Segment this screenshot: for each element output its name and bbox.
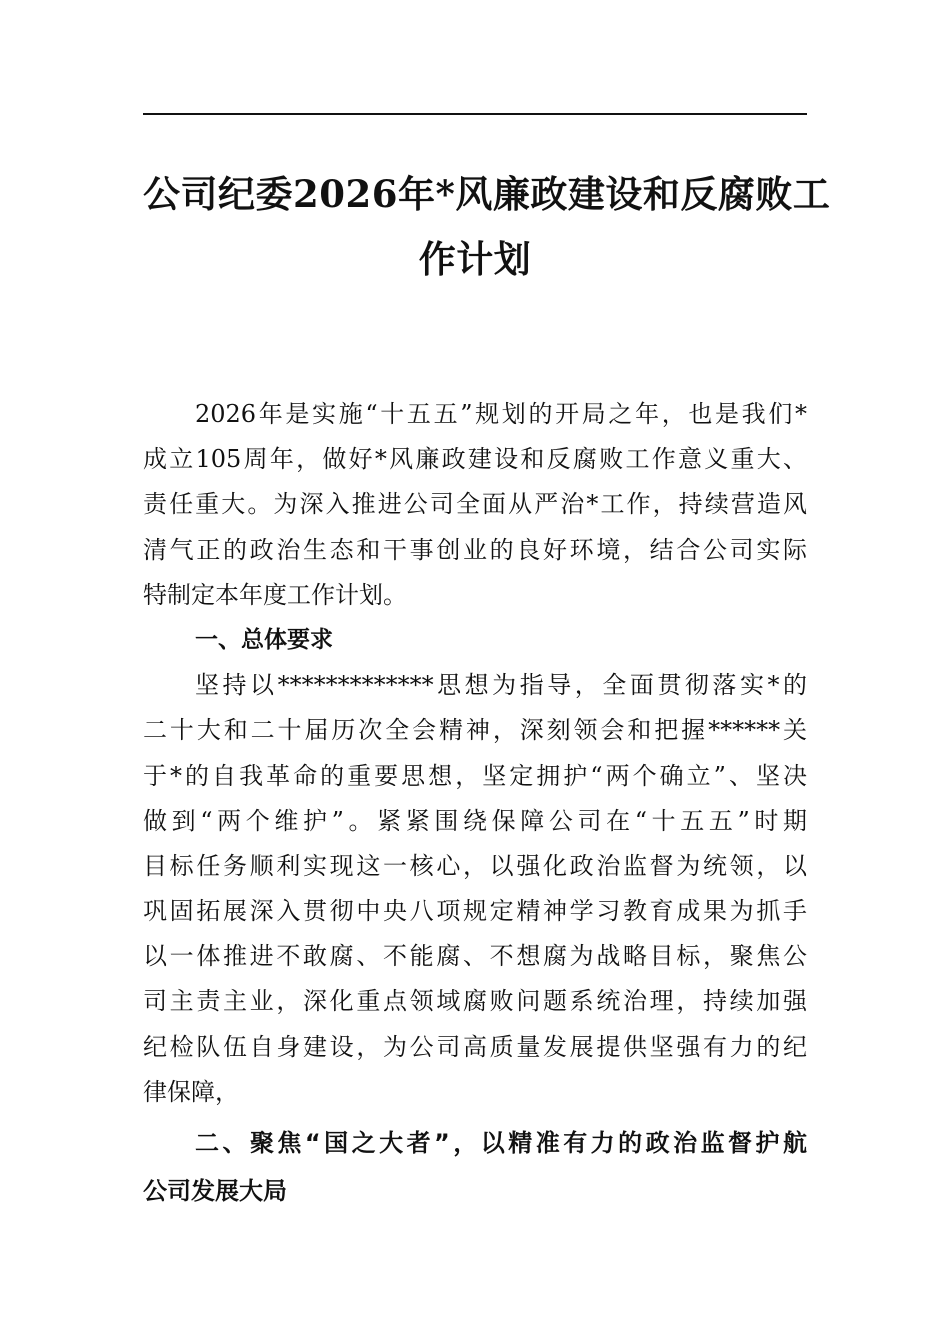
section-1-heading: 一、总体要求 <box>195 626 333 653</box>
intro-line: 特制定本年度工作计划。 <box>143 580 407 609</box>
document-body <box>143 392 807 1215</box>
intro-line: 2026年是实施“十五五”规划的开局之年，也是我们* <box>195 400 807 428</box>
header-rule <box>143 113 807 115</box>
intro-paragraph <box>143 392 807 618</box>
section-1-line: 二十大和二十届历次全会精神，深刻领会和把握******关 <box>143 716 807 745</box>
section-1-line: 做到“两个维护”。紧紧围绕保障公司在“十五五”时期 <box>143 806 807 835</box>
section-1-line: 律保障， <box>143 1077 239 1106</box>
section-1-line: 以一体推进不敢腐、不能腐、不想腐为战略目标，聚焦公 <box>143 942 807 971</box>
section-1-line: 坚持以*************思想为指导，全面贯彻落实*的 <box>195 671 807 700</box>
intro-line: 清气正的政治生态和干事创业的良好环境，结合公司实际 <box>143 535 807 564</box>
section-1-line: 目标任务顺利实现这一核心，以强化政治监督为统领，以 <box>143 851 807 880</box>
section-1-paragraph <box>143 663 807 1115</box>
intro-line: 责任重大。为深入推进公司全面从严治*工作，持续营造风 <box>143 490 807 519</box>
section-1-line: 于*的自我革命的重要思想，坚定拥护“两个确立”、坚决 <box>143 761 807 790</box>
section-2-heading-line: 公司发展大局 <box>143 1177 287 1205</box>
section-2-heading <box>143 1119 807 1215</box>
section-1-line: 纪检队伍自身建设，为公司高质量发展提供坚强有力的纪 <box>143 1032 807 1061</box>
title-line-2: 作计划 <box>418 237 532 281</box>
section-2-heading-line: 二、聚焦“国之大者”，以精准有力的政治监督护航 <box>195 1129 807 1157</box>
intro-line: 成立105周年，做好*风廉政建设和反腐败工作意义重大、 <box>143 445 807 474</box>
document-title <box>143 162 831 292</box>
section-1-line: 巩固拓展深入贯彻中央八项规定精神学习教育成果为抓手 <box>143 897 807 926</box>
section-1-line: 司主责主业，深化重点领域腐败问题系统治理，持续加强 <box>143 987 807 1016</box>
title-line-1: 公司纪委2026年*风廉政建设和反腐败工 <box>143 172 831 216</box>
